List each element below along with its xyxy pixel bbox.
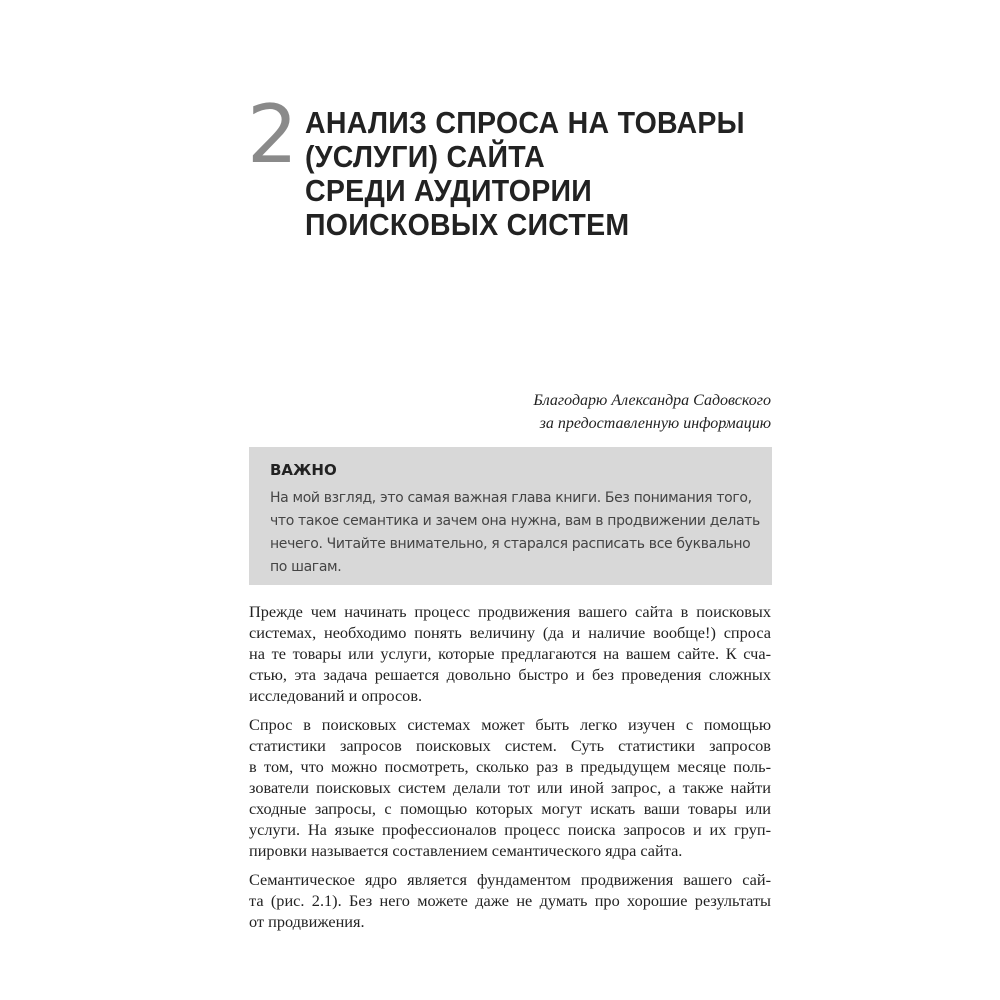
chapter-title [305, 106, 745, 242]
text-line: стью, эта задача решается довольно быстро и без проведения сложных [249, 665, 771, 684]
paragraph [249, 601, 771, 706]
chapter-title-line: (УСЛУГИ) САЙТА [305, 139, 546, 174]
text-line: сходные запросы, с помощью которых могут искать ваши товары или [249, 799, 771, 818]
text-line: та (рис. 2.1). Без него можете даже не думать про хорошие результаты [249, 891, 771, 910]
text-line: Спрос в поисковых системах может быть легко изучен с помощью [249, 715, 771, 734]
text-line: статистики запросов поисковых систем. Суть статистики запросов [249, 736, 771, 755]
callout-line: по шагам. [270, 559, 342, 575]
callout-line: нечего. Читайте внимательно, я старался расписать все буквально [270, 536, 751, 552]
epigraph [371, 389, 771, 435]
text-line: системах, необходимо понять величину (да и наличие вообще!) спроса [249, 623, 771, 642]
paragraph [249, 714, 771, 861]
text-line: Прежде чем начинать процесс продвижения вашего сайта в поисковых [249, 602, 771, 621]
text-line: зователи поисковых систем делали тот или иной запрос, а также найти [249, 778, 771, 797]
text-line: от продвижения. [249, 912, 365, 931]
chapter-title-line: АНАЛИЗ СПРОСА НА ТОВАРЫ [305, 105, 745, 140]
important-callout [249, 447, 772, 585]
callout-line: На мой взгляд, это самая важная глава книги. Без понимания того, [270, 490, 752, 506]
epigraph-line: Благодарю Александра Садовского [533, 392, 771, 409]
paragraph [249, 869, 771, 932]
epigraph-line: за предоставленную информацию [539, 415, 771, 432]
callout-line: что такое семантика и зачем она нужна, вам в продвижении делать [270, 513, 760, 529]
chapter-number: 2 [247, 88, 298, 181]
text-line: Семантическое ядро является фундаментом продвижения вашего сай- [249, 870, 771, 889]
chapter-title-line: ПОИСКОВЫХ СИСТЕМ [305, 207, 630, 242]
text-line: на те товары или услуги, которые предлагаются на вашем сайте. К сча- [249, 644, 771, 663]
text-line: в том, что можно посмотреть, сколько раз в предыдущем месяце поль- [249, 757, 771, 776]
chapter-title-line: СРЕДИ АУДИТОРИИ [305, 173, 593, 208]
text-line: пировки называется составлением семантического ядра сайта. [249, 841, 683, 860]
text-line: услуги. На языке профессионалов процесс поиска запросов и их груп- [249, 820, 771, 839]
callout-heading: ВАЖНО [270, 461, 337, 479]
text-line: исследований и опросов. [249, 686, 423, 705]
body-text [249, 601, 771, 940]
